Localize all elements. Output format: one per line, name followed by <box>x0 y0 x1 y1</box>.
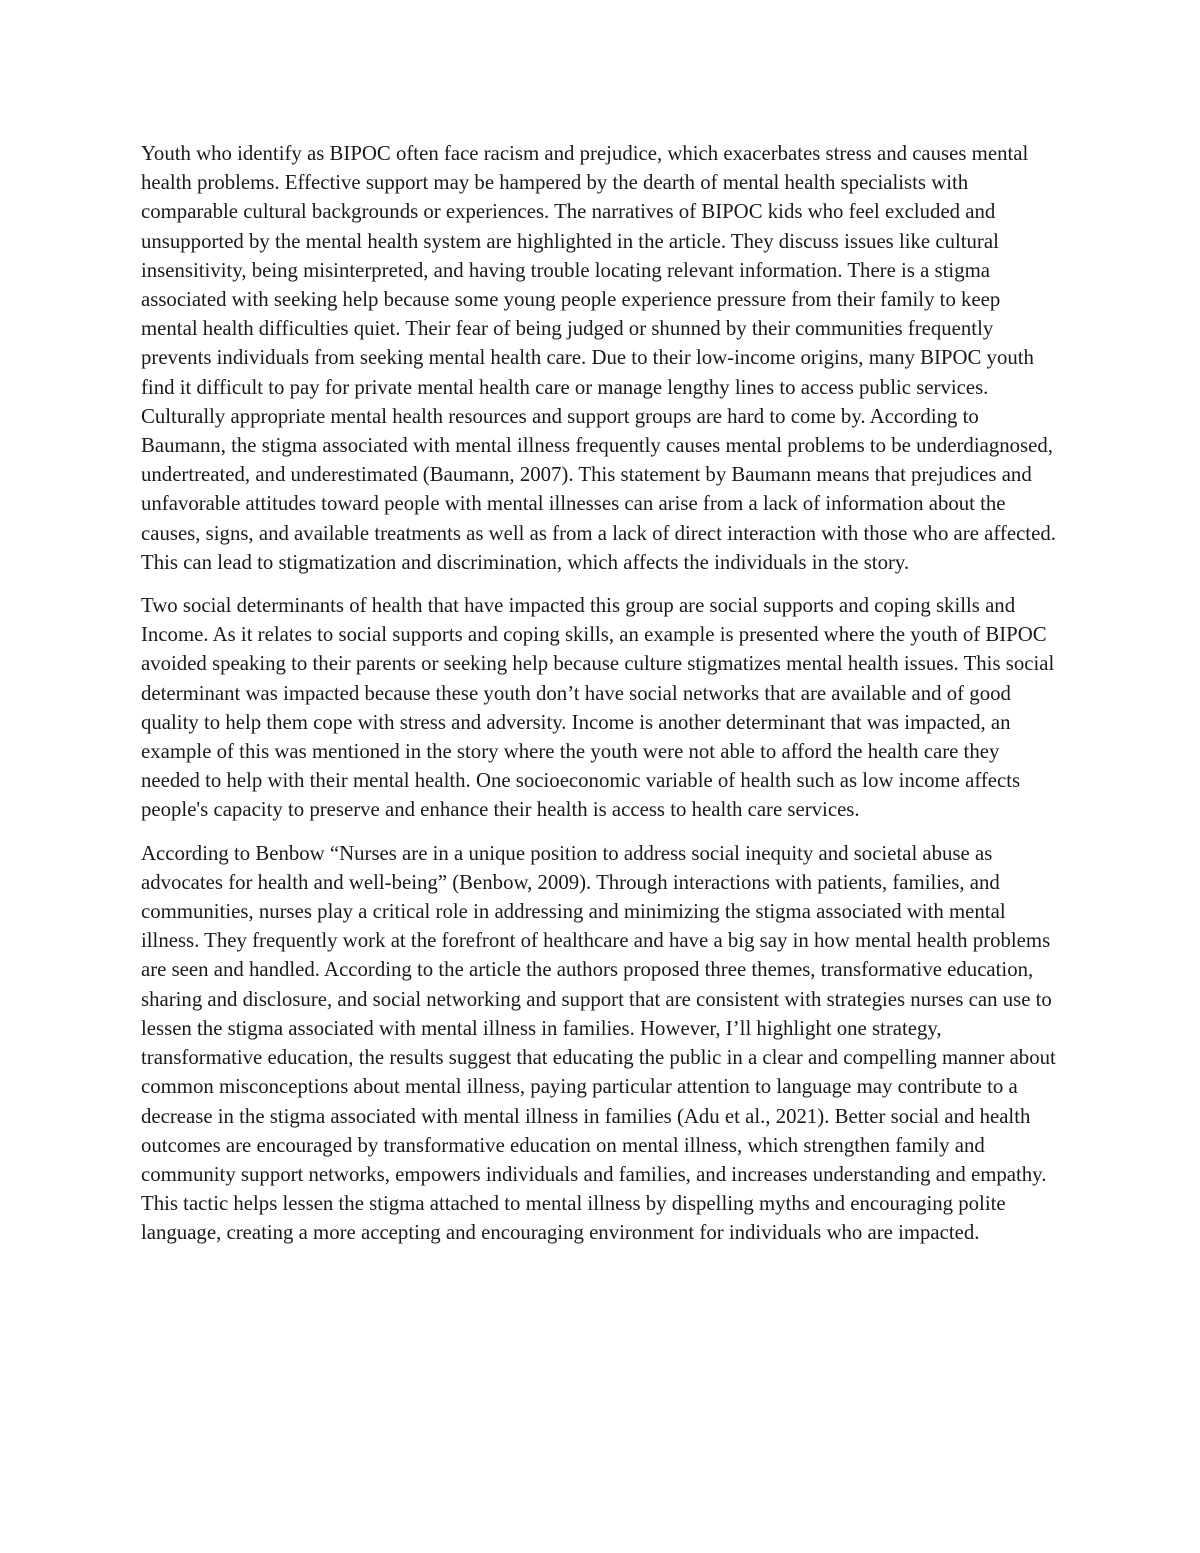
paragraph-1: Youth who identify as BIPOC often face racism and prejudice, which exacerbates stress and causes mental health problems. Effective support may be hampered by the dearth of mental health specialists with comparable cultural backgrounds or experiences. The narratives of BIPOC kids who feel excluded and unsupported by the mental health system are highlighted in the article. They discuss issues like cultural insensitivity, being misinterpreted, and having trouble locating relevant information. There is a stigma associated with seeking help because some young people experience pressure from their family to keep mental health difficulties quiet. Their fear of being judged or shunned by their communities frequently prevents individuals from seeking mental health care. Due to their low-income origins, many BIPOC youth find it difficult to pay for private mental health care or manage lengthy lines to access public services. Culturally appropriate mental health resources and support groups are hard to come by. According to Baumann, the stigma associated with mental illness frequently causes mental problems to be underdiagnosed, undertreated, and underestimated (Baumann, 2007). This statement by Baumann means that prejudices and unfavorable attitudes toward people with mental illnesses can arise from a lack of information about the causes, signs, and available treatments as well as from a lack of direct interaction with those who are affected. This can lead to stigmatization and discrimination, which affects the individuals in the story. <box>141 142 1056 574</box>
paragraph-3: According to Benbow “Nurses are in a unique position to address social inequity and societal abuse as advocates for health and well-being” (Benbow, 2009). Through interactions with patients, families, and communities, nurses play a critical role in addressing and minimizing the stigma associated with mental illness. They frequently work at the forefront of healthcare and have a big say in how mental health problems are seen and handled. According to the article the authors proposed three themes, transformative education, sharing and disclosure, and social networking and support that are consistent with strategies nurses can use to lessen the stigma associated with mental illness in families. However, I’ll highlight one strategy, transformative education, the results suggest that educating the public in a clear and compelling manner about common misconceptions about mental illness, paying particular attention to language may contribute to a decrease in the stigma associated with mental illness in families (Adu et al., 2021). Better social and health outcomes are encouraged by transformative education on mental illness, which strengthen family and community support networks, empowers individuals and families, and increases understanding and empathy. This tactic helps lessen the stigma attached to mental illness by dispelling myths and encouraging polite language, creating a more accepting and encouraging environment for individuals who are impacted. <box>141 841 1056 1245</box>
paragraph-2: Two social determinants of health that have impacted this group are social supports and coping skills and Income. As it relates to social supports and coping skills, an example is presented where the youth of BIPOC avoided speaking to their parents or seeking help because culture stigmatizes mental health issues. This social determinant was impacted because these youth don’t have social networks that are available and of good quality to help them cope with stress and adversity. Income is another determinant that was impacted, an example of this was mentioned in the story where the youth were not able to afford the health care they needed to help with their mental health. One socioeconomic variable of health such as low income affects people's capacity to preserve and enhance their health is access to health care services. <box>141 594 1055 822</box>
document-page <box>141 139 1061 1262</box>
